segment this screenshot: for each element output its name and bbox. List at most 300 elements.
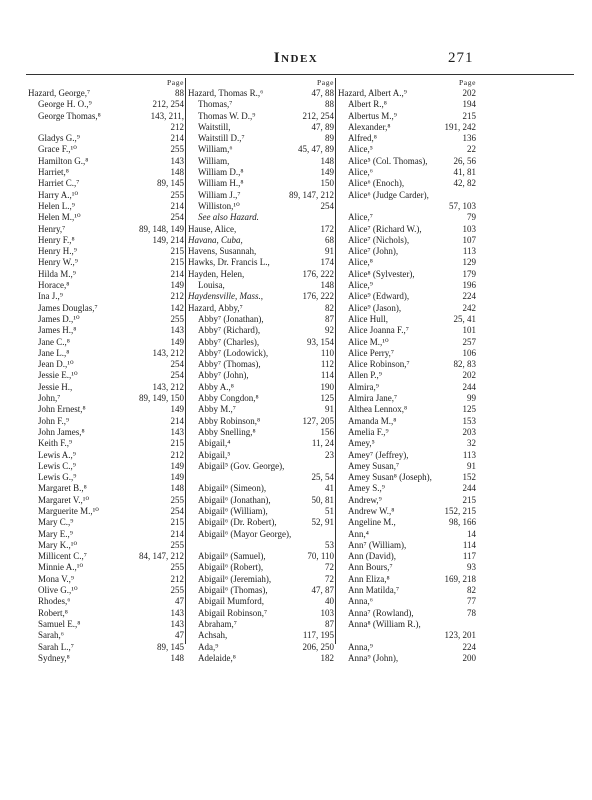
- entry-name: Harry A.,¹⁰: [38, 189, 79, 200]
- entry-name: Harriet C.,⁷: [38, 178, 80, 189]
- entry-pages: 23: [325, 449, 334, 460]
- entry-name: Ann⁷ (William),: [348, 539, 407, 550]
- index-entry: [188, 506, 334, 517]
- index-entry: [28, 495, 184, 506]
- entry-name: Henry,⁷: [38, 223, 66, 234]
- index-entry: [188, 653, 334, 664]
- entry-name: Keith F.,⁹: [38, 438, 73, 449]
- entry-pages: 215: [170, 257, 184, 268]
- entry-name: Margaret B.,⁸: [38, 483, 87, 494]
- entry-name: Waitstill,: [198, 121, 231, 132]
- entry-pages: 143, 211,: [150, 110, 184, 121]
- entry-pages: 88: [325, 99, 334, 110]
- entry-pages: 113: [462, 449, 476, 460]
- entry-pages: 152, 215: [444, 505, 476, 516]
- entry-pages: 206, 250: [302, 641, 334, 652]
- index-entry: [188, 257, 334, 268]
- entry-pages: 79: [467, 212, 476, 223]
- entry-pages: 148: [170, 483, 184, 494]
- index-entry: [338, 291, 476, 302]
- entry-name: Abigail⁶ (Robert),: [198, 562, 264, 573]
- entry-pages: 142: [170, 302, 184, 313]
- entry-pages: 129: [462, 257, 476, 268]
- entry-name: Anna⁹ (John),: [348, 652, 399, 663]
- index-entry: [338, 280, 476, 291]
- entry-pages: 254: [170, 370, 184, 381]
- index-entry: [338, 382, 476, 393]
- entry-pages: 215: [462, 110, 476, 121]
- index-entry: [188, 359, 334, 370]
- entry-pages: 82, 83: [453, 359, 476, 370]
- entry-pages: 47, 87: [311, 585, 334, 596]
- index-entry: [338, 224, 476, 235]
- index-entry: [28, 348, 184, 359]
- index-entry: [338, 178, 476, 189]
- entry-pages: 190: [320, 381, 334, 392]
- entry-pages: 125: [320, 393, 334, 404]
- entry-pages: 244: [462, 483, 476, 494]
- entry-name: Waitstill D.,⁷: [198, 133, 245, 144]
- entry-pages: 92: [325, 325, 334, 336]
- index-entry: [188, 619, 334, 630]
- index-entry: [338, 88, 476, 99]
- entry-pages: 214: [170, 268, 184, 279]
- entry-pages: 106: [462, 347, 476, 358]
- entry-pages: 112: [320, 359, 334, 370]
- column-divider: [335, 78, 336, 644]
- entry-name: Almira,⁹: [348, 381, 379, 392]
- entry-name: Abigail⁶ (Thomas),: [198, 585, 268, 596]
- index-entry: [188, 540, 334, 551]
- entry-pages: 101: [462, 325, 476, 336]
- index-entry: [338, 314, 476, 325]
- entry-name: Almira Jane,⁷: [348, 393, 398, 404]
- entry-pages: 179: [462, 268, 476, 279]
- index-entry: [338, 212, 476, 223]
- entry-pages: 148: [170, 167, 184, 178]
- entry-pages: 255: [170, 539, 184, 550]
- index-entry: [338, 111, 476, 122]
- entry-name: Amelia F.,⁹: [348, 426, 389, 437]
- index-entry: [28, 472, 184, 483]
- entry-name: Anna⁸ (William R.),: [348, 618, 421, 629]
- entry-pages: 254: [170, 505, 184, 516]
- entry-name: Alfred,⁸: [348, 133, 377, 144]
- entry-pages: 143, 212: [152, 381, 184, 392]
- entry-pages: 99: [467, 393, 476, 404]
- entry-pages: 53: [325, 539, 334, 550]
- index-entry: [188, 585, 334, 596]
- entry-name: Abigail,⁵: [198, 449, 231, 460]
- index-entry: [28, 483, 184, 494]
- index-entry: [188, 529, 334, 540]
- index-entry: [28, 551, 184, 562]
- entry-pages: 254: [170, 359, 184, 370]
- index-entry: [188, 212, 334, 223]
- entry-name: Abby⁷ (John),: [198, 370, 249, 381]
- index-entry: [338, 540, 476, 551]
- entry-pages: 47, 88: [311, 88, 334, 98]
- entry-name: Mary E.,⁹: [38, 528, 73, 539]
- entry-pages: 143, 212: [152, 347, 184, 358]
- entry-name: Jessie E.,¹⁰: [38, 370, 78, 381]
- entry-pages: 176, 222: [302, 268, 334, 279]
- entry-name: Amanda M.,⁸: [348, 415, 397, 426]
- entry-name: Anna,⁶: [348, 596, 373, 607]
- entry-name: Alice,⁷: [348, 212, 373, 223]
- entry-pages: 149: [170, 336, 184, 347]
- index-entry: [188, 495, 334, 506]
- index-entry: [188, 190, 334, 201]
- index-entry: [188, 325, 334, 336]
- entry-name: Ann,⁴: [348, 528, 369, 539]
- entry-name: Mona V.,⁹: [38, 573, 75, 584]
- index-entry: [188, 416, 334, 427]
- entry-pages: 150: [320, 178, 334, 189]
- index-entry: [188, 562, 334, 573]
- index-entry: [28, 529, 184, 540]
- index-column-3: [338, 78, 476, 664]
- entry-pages: 212: [170, 291, 184, 302]
- entry-pages: 41: [325, 483, 334, 494]
- entry-pages: 25, 54: [311, 472, 334, 483]
- page-title: Index: [273, 50, 319, 66]
- index-entry: [28, 201, 184, 212]
- entry-name: Thomas W. D.,⁹: [198, 110, 256, 121]
- index-entry: [28, 144, 184, 155]
- entry-name: Alice M.,¹⁰: [348, 336, 389, 347]
- entry-name: Abby⁷ (Richard),: [198, 325, 261, 336]
- index-entry: [188, 314, 334, 325]
- entry-pages: 214: [170, 133, 184, 144]
- entry-name: Abby⁷ (Thomas),: [198, 359, 261, 370]
- index-entry: [338, 269, 476, 280]
- entry-pages: 215: [170, 438, 184, 449]
- entry-name: Andrew W.,⁸: [348, 505, 395, 516]
- page-column-header: Page: [317, 78, 334, 87]
- entry-name: Ina J.,⁹: [38, 291, 63, 302]
- entry-name: Alice⁹ (Jason),: [348, 302, 402, 313]
- entry-pages: 91: [467, 460, 476, 471]
- index-entry: [338, 144, 476, 155]
- entry-name: Hawks, Dr. Francis L.,: [188, 257, 270, 268]
- entry-pages: 72: [325, 573, 334, 584]
- index-entry: [338, 246, 476, 257]
- entry-name: Alice,⁶: [348, 167, 373, 178]
- entry-name: Albert R.,⁸: [348, 99, 387, 110]
- page-column-header: Page: [459, 78, 476, 87]
- index-entry: [28, 291, 184, 302]
- page-column-header: Page: [167, 78, 184, 87]
- entry-name: Abigail Robinson,⁷: [198, 607, 268, 618]
- index-entry: [188, 348, 334, 359]
- entry-name: Ada,⁹: [198, 641, 219, 652]
- entry-pages: 214: [170, 415, 184, 426]
- index-column-1: [28, 78, 184, 664]
- entry-pages: 143: [170, 155, 184, 166]
- entry-pages: 32: [467, 438, 476, 449]
- entry-name: Haydensville, Mass.,: [188, 291, 263, 302]
- index-entry: [28, 596, 184, 607]
- index-entry: [28, 404, 184, 415]
- entry-pages: 117, 195: [302, 630, 334, 641]
- entry-name: Lewis C.,⁹: [38, 460, 76, 471]
- entry-name: Abigail⁶ (Jonathan),: [198, 494, 271, 505]
- index-entry: [28, 337, 184, 348]
- entry-pages: 149: [170, 404, 184, 415]
- entry-name: Abby Snelling,⁸: [198, 426, 256, 437]
- entry-name: Abby Robinson,⁸: [198, 415, 261, 426]
- entry-name: Ann Matilda,⁷: [348, 585, 400, 596]
- index-entry: [28, 99, 184, 110]
- entry-name: Hayden, Helen,: [188, 268, 245, 279]
- entry-pages: 148: [170, 652, 184, 663]
- index-entry: [188, 201, 334, 212]
- index-entry: [28, 133, 184, 144]
- entry-name: Hazard, Thomas R.,⁶: [188, 88, 264, 98]
- index-entry: [188, 291, 334, 302]
- index-entry: [28, 314, 184, 325]
- index-entry: [188, 269, 334, 280]
- entry-pages: 88: [175, 88, 184, 98]
- page-number: 271: [448, 50, 474, 66]
- entry-name: Angeline M.,: [348, 517, 396, 528]
- entry-pages: 153: [462, 415, 476, 426]
- index-entry: [338, 235, 476, 246]
- index-entry: [28, 325, 184, 336]
- index-entry: [338, 99, 476, 110]
- index-entry: [28, 653, 184, 664]
- index-entry: [338, 596, 476, 607]
- index-entry: [338, 359, 476, 370]
- index-entry: [28, 382, 184, 393]
- entry-pages: 57, 103: [449, 200, 476, 211]
- entry-name: Abby A.,⁸: [198, 381, 234, 392]
- entry-pages: 91: [325, 246, 334, 257]
- entry-pages: 51: [325, 505, 334, 516]
- entry-pages: 98, 166: [449, 517, 476, 528]
- entry-name: Hilda M.,⁹: [38, 268, 76, 279]
- index-entry: [28, 224, 184, 235]
- index-entry: [28, 156, 184, 167]
- entry-name: Adelaide,⁸: [198, 652, 236, 663]
- index-entry: [28, 630, 184, 641]
- entry-pages: 149: [170, 472, 184, 483]
- entry-name: John Ernest,⁸: [38, 404, 86, 415]
- entry-pages: 203: [462, 426, 476, 437]
- entry-pages: 172: [320, 223, 334, 234]
- entry-name: Alice Hull,: [348, 313, 388, 324]
- entry-pages: 107: [462, 234, 476, 245]
- entry-pages: 114: [462, 539, 476, 550]
- entry-name: Ann (David),: [348, 551, 396, 562]
- entry-name: Alice,⁹: [348, 280, 373, 291]
- entry-pages: 255: [170, 562, 184, 573]
- entry-pages: 70, 110: [307, 551, 334, 562]
- entry-name: William H.,⁸: [198, 178, 244, 189]
- index-entry: [338, 506, 476, 517]
- index-entry: [188, 517, 334, 528]
- index-entry: [188, 144, 334, 155]
- entry-name: Alice⁷ (Nichols),: [348, 234, 410, 245]
- entry-name: Amey Susan,⁷: [348, 460, 400, 471]
- entry-name: Achsah,: [198, 630, 228, 641]
- entry-name: Alice⁶ (Judge Carder),: [348, 189, 429, 200]
- entry-name: Samuel E.,⁸: [38, 618, 81, 629]
- entry-name: Hamilton G.,⁸: [38, 155, 89, 166]
- entry-name: Helen L.,⁹: [38, 200, 75, 211]
- entry-name: Havana, Cuba,: [188, 234, 243, 245]
- entry-pages: 103: [462, 223, 476, 234]
- index-entry: [338, 653, 476, 664]
- index-entry: [28, 506, 184, 517]
- index-entry: [338, 529, 476, 540]
- index-entry: [28, 393, 184, 404]
- index-entry: [188, 450, 334, 461]
- entry-pages: 87: [325, 313, 334, 324]
- entry-name: Anna⁷ (Rowland),: [348, 607, 414, 618]
- entry-pages: 214: [170, 528, 184, 539]
- entry-pages: 14: [467, 528, 476, 539]
- entry-pages: 255: [170, 144, 184, 155]
- entry-name: Hazard, Abby,⁷: [188, 302, 243, 313]
- entry-name: Abby M.,⁷: [198, 404, 236, 415]
- entry-name: Sarah,⁶: [38, 630, 64, 641]
- entry-pages: 224: [462, 641, 476, 652]
- entry-pages: 149: [170, 280, 184, 291]
- index-entry: [28, 88, 184, 99]
- entry-name: Abby⁷ (Jonathan),: [198, 313, 264, 324]
- entry-name: Anna,⁹: [348, 641, 373, 652]
- entry-pages: 152: [462, 472, 476, 483]
- entry-name: Henry W.,⁹: [38, 257, 78, 268]
- entry-name: Rhodes,⁶: [38, 596, 71, 607]
- index-entry: [188, 156, 334, 167]
- index-entry: [188, 608, 334, 619]
- entry-pages: 26, 56: [453, 155, 476, 166]
- entry-name: Andrew,⁹: [348, 494, 382, 505]
- entry-name: Sydney,⁸: [38, 652, 70, 663]
- entry-pages: 169, 218: [444, 573, 476, 584]
- entry-pages: 254: [320, 200, 334, 211]
- entry-name: Althea Lennox,⁸: [348, 404, 408, 415]
- entry-name: Olive G.,¹⁰: [38, 585, 78, 596]
- entry-name: Jessie H.,: [38, 381, 73, 392]
- entry-pages: 87: [325, 618, 334, 629]
- entry-name: Margaret V.,¹⁰: [38, 494, 90, 505]
- entry-name: Henry H.,⁹: [38, 246, 77, 257]
- entry-pages: 22: [467, 144, 476, 155]
- index-entry: [188, 472, 334, 483]
- entry-name: John James,⁸: [38, 426, 85, 437]
- entry-pages: 82: [325, 302, 334, 313]
- entry-name: Jean D.,¹⁰: [38, 359, 74, 370]
- index-entry: [338, 416, 476, 427]
- entry-name: Abby⁷ (Lodowick),: [198, 347, 269, 358]
- entry-pages: 194: [462, 99, 476, 110]
- entry-name: Abby⁷ (Charles),: [198, 336, 260, 347]
- entry-name: Gladys G.,⁹: [38, 133, 80, 144]
- index-entry: [188, 246, 334, 257]
- entry-name: Henry F.,⁸: [38, 234, 75, 245]
- index-entry: [338, 404, 476, 415]
- entry-pages: 182: [320, 652, 334, 663]
- entry-name: Marguerite M.,¹⁰: [38, 505, 99, 516]
- entry-name: Alexander,⁸: [348, 121, 391, 132]
- index-entry: [28, 517, 184, 528]
- entry-pages: 103: [320, 607, 334, 618]
- entry-name: Alice Robinson,⁷: [348, 359, 410, 370]
- entry-name: Alice,⁸: [348, 257, 373, 268]
- index-entry: [188, 630, 334, 641]
- index-entry: [28, 359, 184, 370]
- entry-pages: 148: [320, 280, 334, 291]
- index-entry: [338, 427, 476, 438]
- entry-pages: 84, 147, 212: [139, 551, 184, 562]
- index-entry: [338, 438, 476, 449]
- entry-name: Alice,⁵: [348, 144, 373, 155]
- entry-pages: 47: [175, 630, 184, 641]
- index-entry: [188, 393, 334, 404]
- entry-name: Lewis A.,⁹: [38, 449, 76, 460]
- entry-pages: 89, 145: [157, 641, 184, 652]
- index-column-2: [188, 78, 334, 664]
- entry-pages: 149: [320, 167, 334, 178]
- entry-pages: 149, 214: [152, 234, 184, 245]
- entry-name: Alice⁸ (Sylvester),: [348, 268, 415, 279]
- entry-pages: 215: [462, 494, 476, 505]
- entry-pages: 114: [320, 370, 334, 381]
- entry-name: Alice⁵ (Col. Thomas),: [348, 155, 428, 166]
- index-entry: [338, 483, 476, 494]
- index-entry: [338, 370, 476, 381]
- index-entry: [338, 303, 476, 314]
- entry-name: Amey Susan⁸ (Joseph),: [348, 472, 432, 483]
- entry-pages: 93: [467, 562, 476, 573]
- entry-name: Abigail Mumford,: [198, 596, 264, 607]
- entry-pages: 113: [462, 246, 476, 257]
- index-entry: [28, 416, 184, 427]
- entry-name: Harriet,⁸: [38, 167, 69, 178]
- entry-pages: 202: [462, 370, 476, 381]
- entry-name: John,⁷: [38, 393, 61, 404]
- entry-pages: 42, 82: [453, 178, 476, 189]
- entry-pages: 127, 205: [302, 415, 334, 426]
- entry-name: Alice⁷ (John),: [348, 246, 399, 257]
- entry-pages: 89, 149, 150: [139, 393, 184, 404]
- index-entry: [188, 551, 334, 562]
- entry-pages: 255: [170, 494, 184, 505]
- entry-name: Alice⁷ (Richard W.),: [348, 223, 422, 234]
- index-entry: [188, 438, 334, 449]
- index-entry: [338, 461, 476, 472]
- entry-pages: 89, 145: [157, 178, 184, 189]
- index-entry: [338, 167, 476, 178]
- index-entry: [338, 472, 476, 483]
- index-entry: [188, 88, 334, 99]
- entry-name: Hazard, Albert A.,⁹: [338, 88, 407, 98]
- index-entry: [28, 562, 184, 573]
- entry-pages: 89, 147, 212: [289, 189, 334, 200]
- index-entry: [338, 562, 476, 573]
- entry-pages: 82: [467, 585, 476, 596]
- entry-pages: 196: [462, 280, 476, 291]
- entry-name: Abigail⁶ (Jeremiah),: [198, 573, 272, 584]
- entry-pages: 41, 81: [453, 167, 476, 178]
- index-entry: [28, 540, 184, 551]
- entry-pages: 89, 148, 149: [139, 223, 184, 234]
- index-entry: [28, 111, 184, 122]
